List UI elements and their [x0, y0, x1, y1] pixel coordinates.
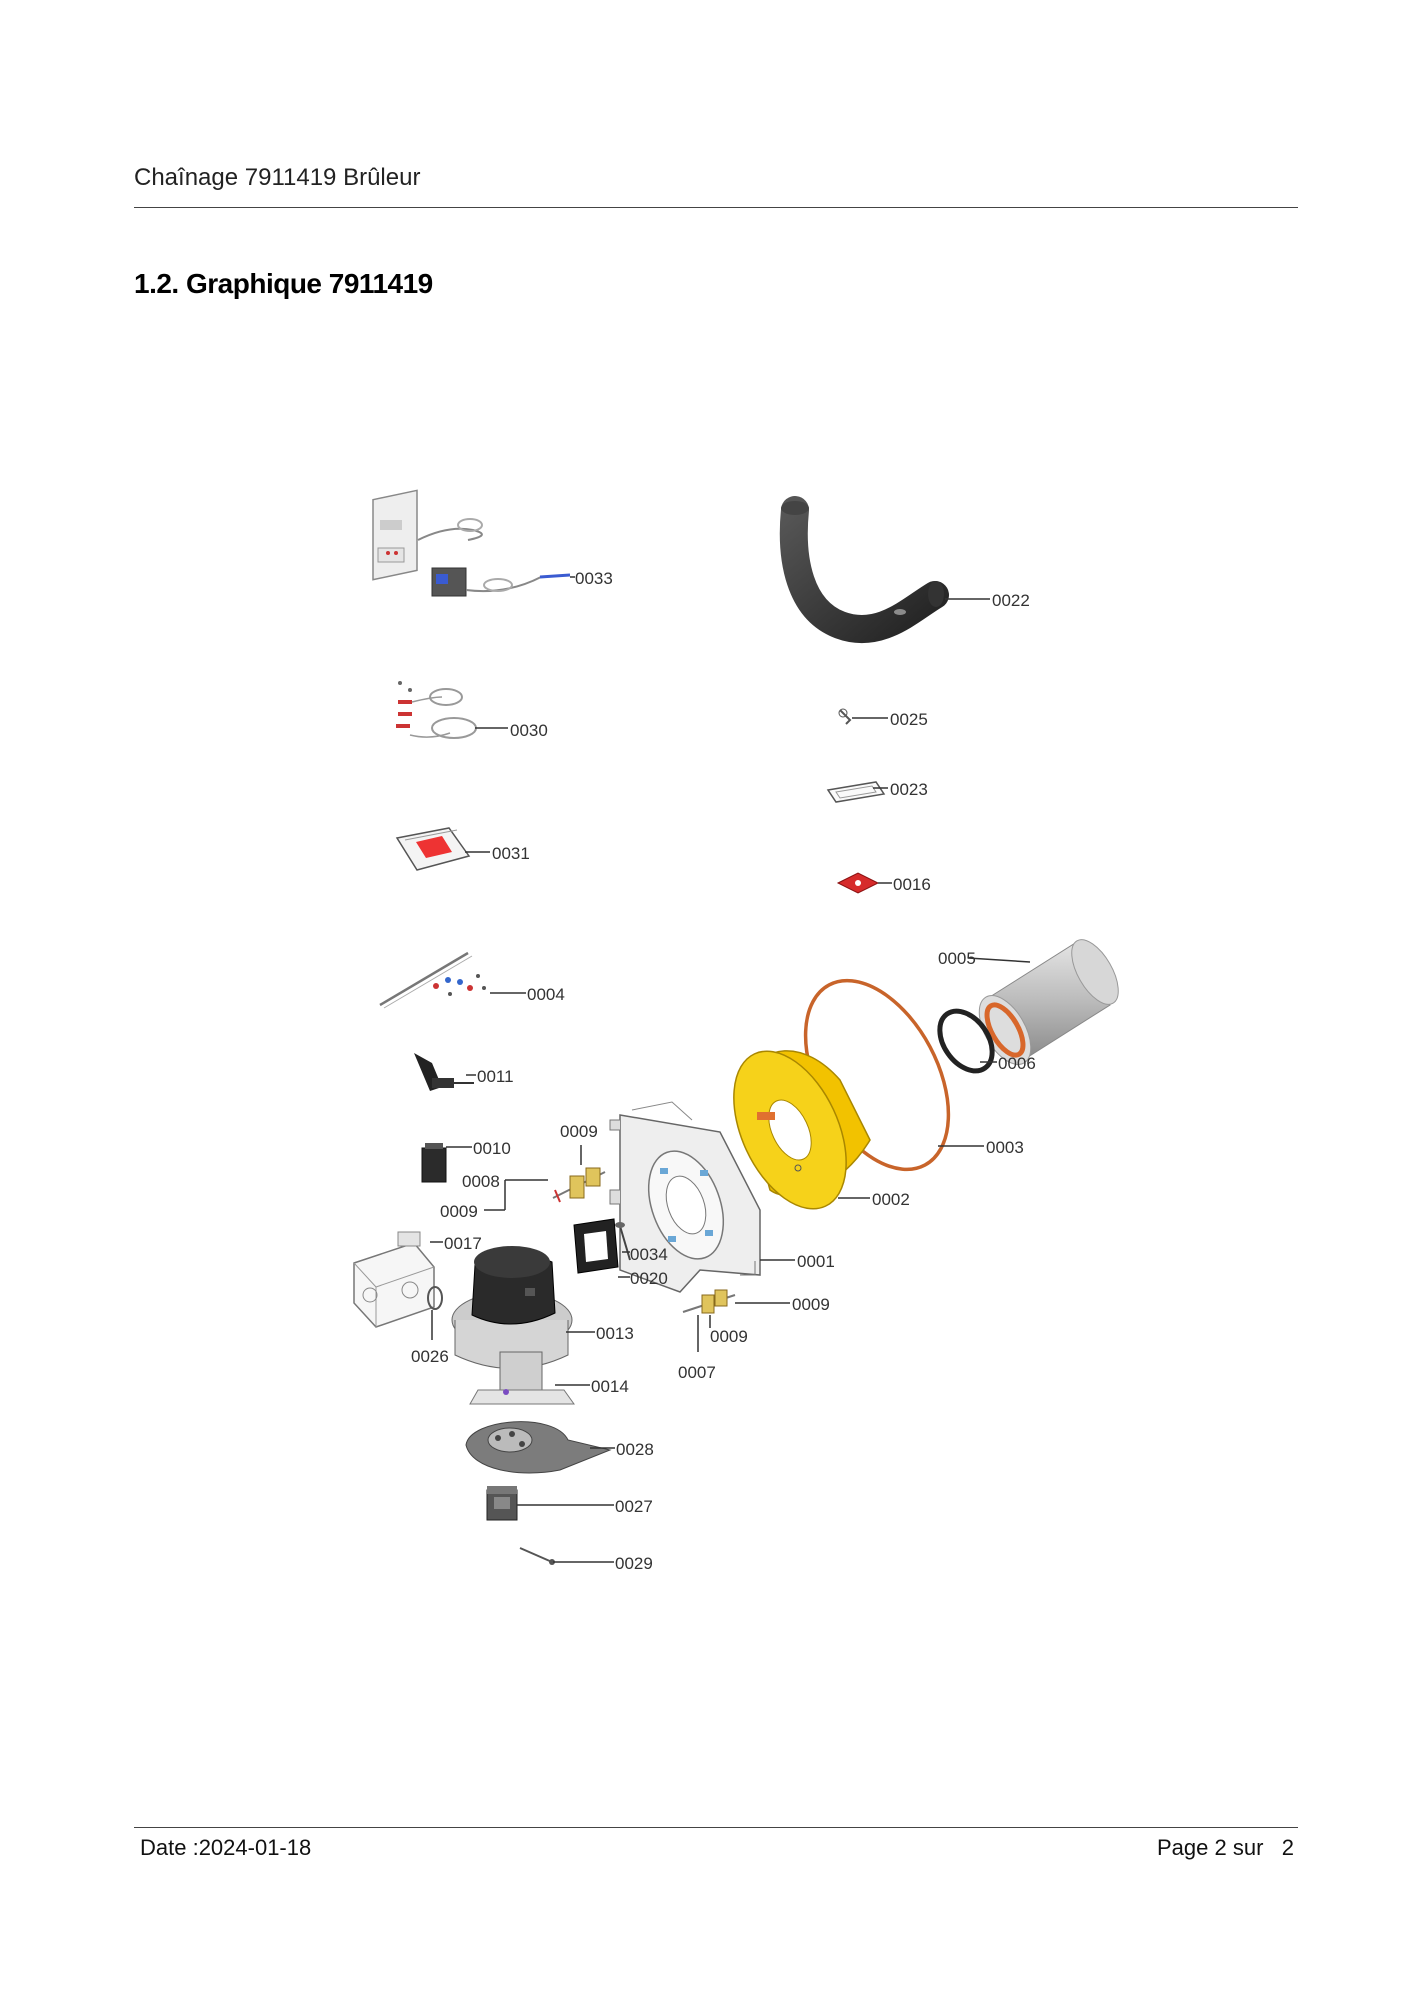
part-0029-screw	[520, 1548, 555, 1565]
label-0031: 0031	[492, 844, 530, 863]
section-title: 1.2. Graphique 7911419	[134, 268, 433, 299]
footer-date: Date :2024-01-18	[140, 1835, 312, 1860]
footer-page-total: 2	[1281, 1835, 1294, 1860]
part-0023-plate	[828, 782, 884, 802]
label-0013: 0013	[596, 1324, 634, 1343]
document-header-title: Chaînage 7911419 Brûleur	[134, 164, 421, 191]
label-0034: 0034	[630, 1245, 668, 1264]
part-0033-control-box	[373, 490, 570, 596]
label-0006: 0006	[998, 1054, 1036, 1073]
label-0025: 0025	[890, 710, 928, 729]
label-0009-left: 0009	[440, 1202, 478, 1221]
part-0004-electrode-kit	[380, 953, 486, 1008]
part-0017-gas-valve	[354, 1232, 434, 1327]
footer-page-number	[1157, 1835, 1294, 1861]
part-0011-ignition-cable	[414, 1053, 474, 1091]
label-0033: 0033	[575, 569, 613, 588]
part-0030-wiring-kit	[396, 681, 476, 738]
part-0010-transformer	[422, 1143, 446, 1182]
part-0022-hose	[781, 501, 944, 629]
part-0009-lower-electrode	[683, 1290, 735, 1313]
part-0013-fan-motor	[452, 1246, 572, 1369]
label-0003: 0003	[986, 1138, 1024, 1157]
label-0009-top: 0009	[560, 1122, 598, 1141]
part-0031-gasket-pack	[397, 828, 469, 870]
label-0004: 0004	[527, 985, 565, 1004]
label-0030: 0030	[510, 721, 548, 740]
label-0022: 0022	[992, 591, 1030, 610]
label-0007: 0007	[678, 1363, 716, 1382]
label-0014: 0014	[591, 1377, 629, 1396]
label-0029: 0029	[615, 1554, 653, 1573]
label-0016: 0016	[893, 875, 931, 894]
label-0009-bottom: 0009	[710, 1327, 748, 1346]
footer-page-prefix: Page 2 sur	[1157, 1835, 1264, 1860]
part-0027-pressure-switch	[487, 1486, 517, 1520]
footer-divider	[134, 1827, 1298, 1828]
label-0011: 0011	[477, 1067, 514, 1086]
label-0023: 0023	[890, 780, 928, 799]
label-0005: 0005	[938, 949, 976, 968]
label-0008: 0008	[462, 1172, 500, 1191]
label-0020: 0020	[630, 1269, 668, 1288]
part-0028-mounting-plate	[466, 1422, 610, 1473]
label-0009-right: 0009	[792, 1295, 830, 1314]
label-0026: 0026	[411, 1347, 449, 1366]
part-0016-seal	[838, 873, 878, 893]
label-0001: 0001	[797, 1252, 835, 1271]
part-0008-electrode-holder	[553, 1168, 605, 1202]
label-0017: 0017	[444, 1234, 482, 1253]
part-0025-screw	[839, 709, 850, 724]
label-0028: 0028	[616, 1440, 654, 1459]
label-0002: 0002	[872, 1190, 910, 1209]
label-0010: 0010	[473, 1139, 511, 1158]
label-0027: 0027	[615, 1497, 653, 1516]
part-0020-gasket	[574, 1219, 618, 1273]
